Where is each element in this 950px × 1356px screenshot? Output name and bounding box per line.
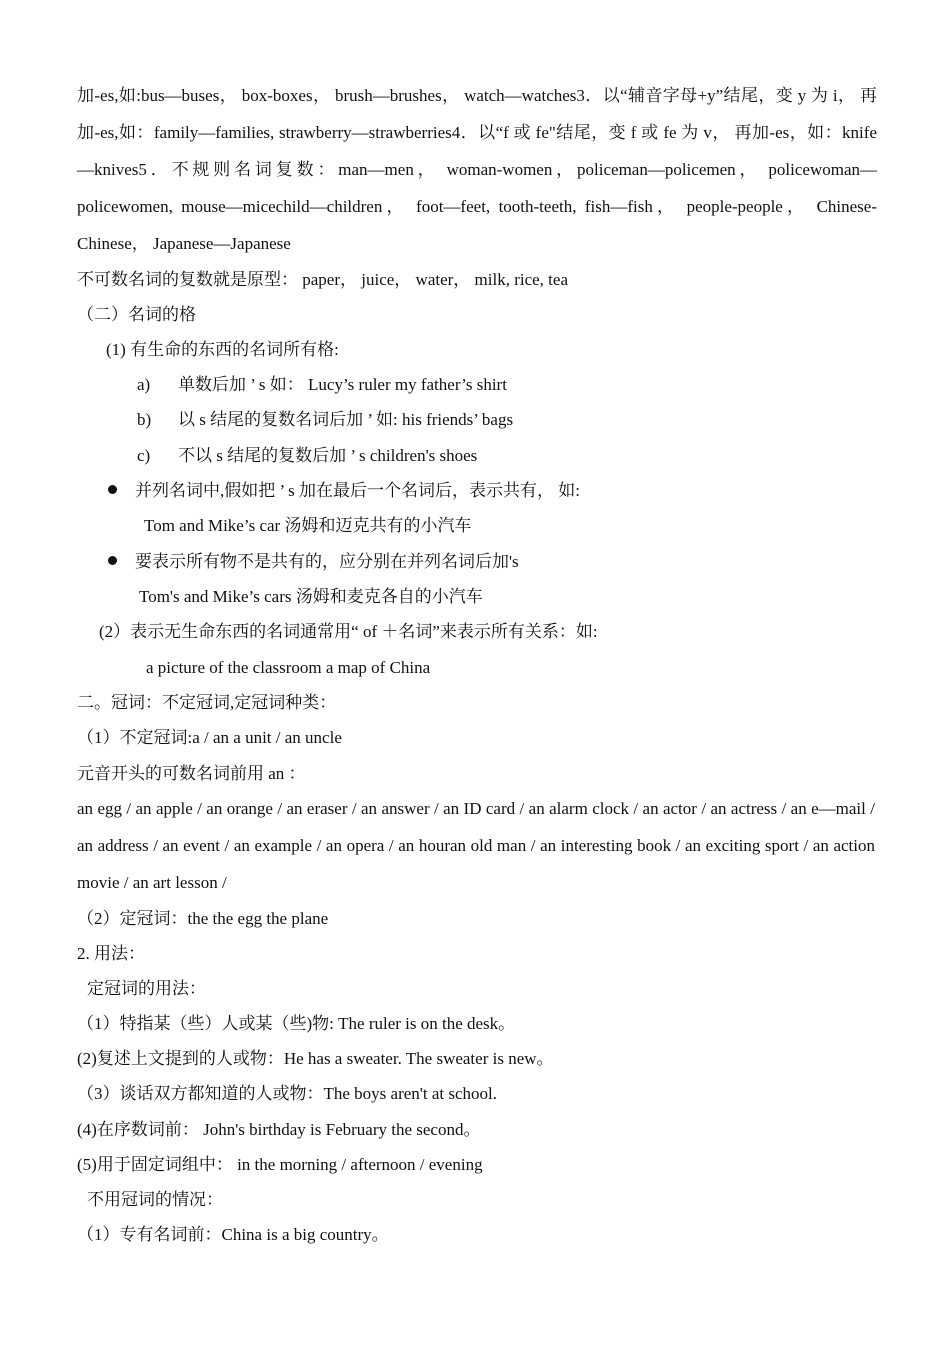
list-item-b: 以 s 结尾的复数名词后加 ’ 如: his friends’ bags xyxy=(178,410,514,429)
bullet-dot xyxy=(108,485,117,494)
bullet-dot xyxy=(108,556,117,565)
an-rule-line: 元音开头的可数名词前用 an ： xyxy=(77,764,306,783)
list-item-c: 不以 s 结尾的复数后加 ’ s children's shoes xyxy=(178,446,478,465)
list-marker-c: c) xyxy=(137,446,151,465)
usage-item-5: (5)用于固定词组中： in the morning / afternoon / evening xyxy=(77,1155,483,1174)
inanimate-possessive-heading: (2）表示无生命东西的名词通常用“ of ＋名词”来表示所有关系：如: xyxy=(99,622,598,641)
usage-item-1: （1）特指某（些）人或某（些)物: The ruler is on the desk。 xyxy=(77,1014,516,1033)
usage-item-2: (2)复述上文提到的人或物：He has a sweater. The sweater is new。 xyxy=(77,1049,554,1068)
example-joint-possession: Tom and Mike’s car 汤姆和迈克共有的小汽车 xyxy=(144,516,472,535)
usage-item-3: （3）谈话双方都知道的人或物：The boys aren't at school. xyxy=(77,1084,497,1103)
section-heading-noun-case: （二）名词的格 xyxy=(77,305,196,324)
definite-article-line: （2）定冠词：the the egg the plane xyxy=(77,909,329,928)
uncountable-nouns-line: 不可数名词的复数就是原型： paper， juice， water， milk, rice, tea xyxy=(77,270,568,289)
list-item-a: 单数后加 ’ s 如： Lucy’s ruler my father’s shirt xyxy=(178,375,507,394)
possessive-heading: (1) 有生命的东西的名词所有格: xyxy=(106,340,339,359)
articles-heading: 二。冠词：不定冠词,定冠词种类： xyxy=(77,693,337,712)
indefinite-article-line: （1）不定冠词:a / an a unit / an uncle xyxy=(77,728,342,747)
plural-rules-paragraph: 加-es,如:bus—buses， box-boxes， brush—brushes， watch—watches3．以“辅音字母+y”结尾，变 y 为 i， 再加-es,如：family—families, strawberry—strawberries4．以“f 或 fe"结尾，变 f 或 fe 为 v， 再加-es，如：knife—knives5．不规则名词复数：man—men， woman-women，policeman—policemen， policewoman—policewomen, mouse—micechild—children， foot—feet, tooth-teeth, fish—fish， people-people， Chinese-Chinese， Japanese—Japanese xyxy=(77,86,877,253)
list-marker-a: a) xyxy=(137,375,151,394)
definite-usage-heading: 定冠词的用法： xyxy=(87,979,206,998)
list-marker-b: b) xyxy=(137,410,152,429)
usage-heading: 2. 用法： xyxy=(77,944,145,963)
bullet-item-separate-possession: 要表示所有物不是共有的，应分别在并列名词后加's xyxy=(135,552,519,571)
no-article-item-1: （1）专有名词前：China is a big country。 xyxy=(77,1225,389,1244)
no-article-heading: 不用冠词的情况： xyxy=(87,1190,223,1209)
inanimate-example: a picture of the classroom a map of China xyxy=(146,658,431,677)
example-separate-possession: Tom's and Mike’s cars 汤姆和麦克各自的小汽车 xyxy=(139,587,483,606)
usage-item-4: (4)在序数词前： John's birthday is February the second。 xyxy=(77,1120,481,1139)
an-examples-paragraph: an egg / an apple / an orange / an eraser / an answer / an ID card / an alarm clock / an actor / an actress / an e—mail / an address / an event / an example / an opera / an houran old man / an interesting book / an exciting sport / an action movie / an art lesson / xyxy=(77,799,875,892)
bullet-item-joint-possession: 并列名词中,假如把 ’ s 加在最后一个名词后，表示共有， 如: xyxy=(135,481,580,500)
